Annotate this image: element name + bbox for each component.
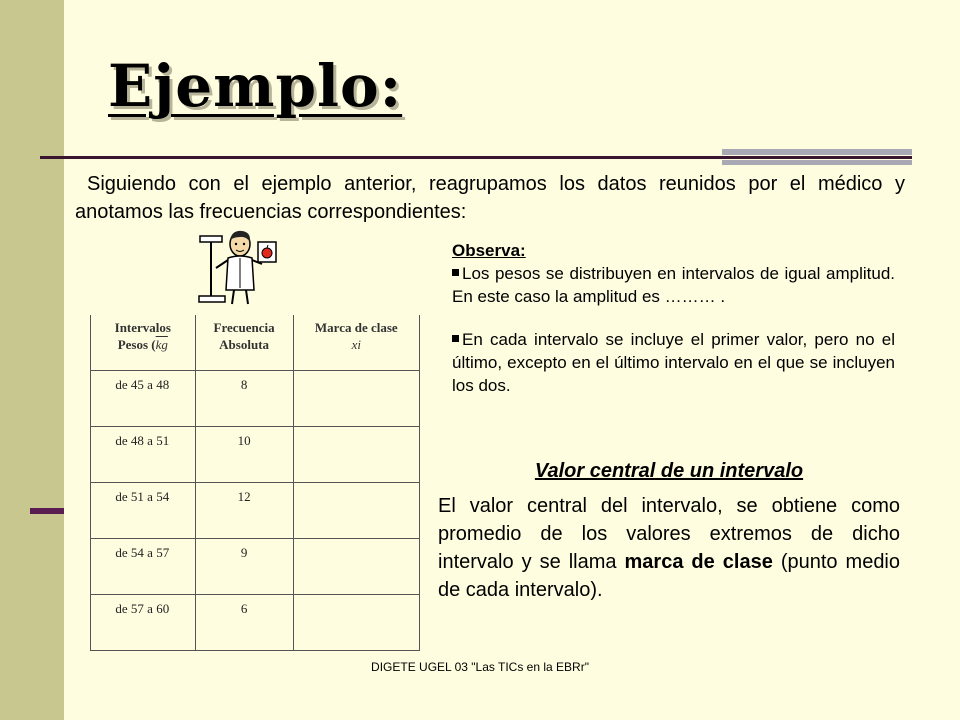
header-frecuencia-label: Frecuencia <box>213 320 275 335</box>
table-row <box>91 539 420 595</box>
valor-central-paragraph <box>438 492 900 604</box>
valor-central-text-start: El valor central del intervalo, se obtiene como promedio de los valores extremos de dicho intervalo y se llama <box>438 495 900 573</box>
divider-accent-bottom <box>722 160 912 165</box>
header-intervalos <box>91 315 196 371</box>
observa-bullet <box>452 328 895 397</box>
bullet-square-icon <box>452 269 459 276</box>
left-sidebar <box>0 0 64 720</box>
cell-interval: de 57 a 60 <box>91 595 196 651</box>
table-row <box>91 595 420 651</box>
table-header-row <box>91 315 420 371</box>
bullet-square-icon <box>452 335 459 342</box>
cell-frequency: 9 <box>195 539 293 595</box>
header-pesos-label: Pesos ( <box>117 337 156 352</box>
cell-class-mark <box>293 371 419 427</box>
observa-title: Observa: <box>452 241 526 260</box>
slide-title: Ejemplo: <box>108 52 403 120</box>
cell-interval: de 51 a 54 <box>91 483 196 539</box>
sidebar-accent-bar <box>30 508 64 514</box>
header-kg-unit: $\overline{kg}$ <box>155 337 168 352</box>
cell-interval: de 54 a 57 <box>91 539 196 595</box>
cell-class-mark <box>293 427 419 483</box>
marca-de-clase-term: marca de clase <box>624 551 773 573</box>
observa-block <box>452 239 895 397</box>
valor-central-text-end: (punto medio de cada intervalo). <box>438 551 901 601</box>
cell-frequency: 6 <box>195 595 293 651</box>
doctor-scale-clipart <box>196 228 278 308</box>
cell-class-mark <box>293 595 419 651</box>
cell-class-mark <box>293 539 419 595</box>
table-row <box>91 371 420 427</box>
cell-interval: de 45 a 48 <box>91 371 196 427</box>
header-absoluta-label: Absoluta <box>219 337 270 352</box>
cell-frequency: 10 <box>195 427 293 483</box>
observa-bullet-text: Los pesos se distribuyen en intervalos de igual amplitud. En este caso la amplitud es ……… . <box>452 264 895 306</box>
table-row <box>91 483 420 539</box>
header-marca <box>293 315 419 371</box>
header-marca-label: Marca de clase <box>314 320 398 335</box>
cell-class-mark <box>293 483 419 539</box>
header-frecuencia <box>195 315 293 371</box>
observa-bullet-text: En cada intervalo se incluye el primer valor, pero no el último, excepto en el último intervalo en el que se incluyen los dos. <box>452 330 895 395</box>
table-row <box>91 427 420 483</box>
cell-frequency: 12 <box>195 483 293 539</box>
observa-bullet <box>452 262 895 308</box>
header-intervalos-label: Intervalos <box>114 320 171 335</box>
frequency-table <box>90 315 420 651</box>
valor-central-heading: Valor central de un intervalo <box>534 460 804 482</box>
slide-footer: DIGETE UGEL 03 "Las TICs en la EBRr" <box>371 660 589 674</box>
title-divider <box>40 156 912 159</box>
intro-paragraph: Siguiendo con el ejemplo anterior, reagrupamos los datos reunidos por el médico y anotamos las frecuencias correspondientes: <box>75 173 905 223</box>
header-xi-symbol: xi <box>351 337 361 352</box>
cell-frequency: 8 <box>195 371 293 427</box>
cell-interval: de 48 a 51 <box>91 427 196 483</box>
divider-accent-top <box>722 149 912 155</box>
